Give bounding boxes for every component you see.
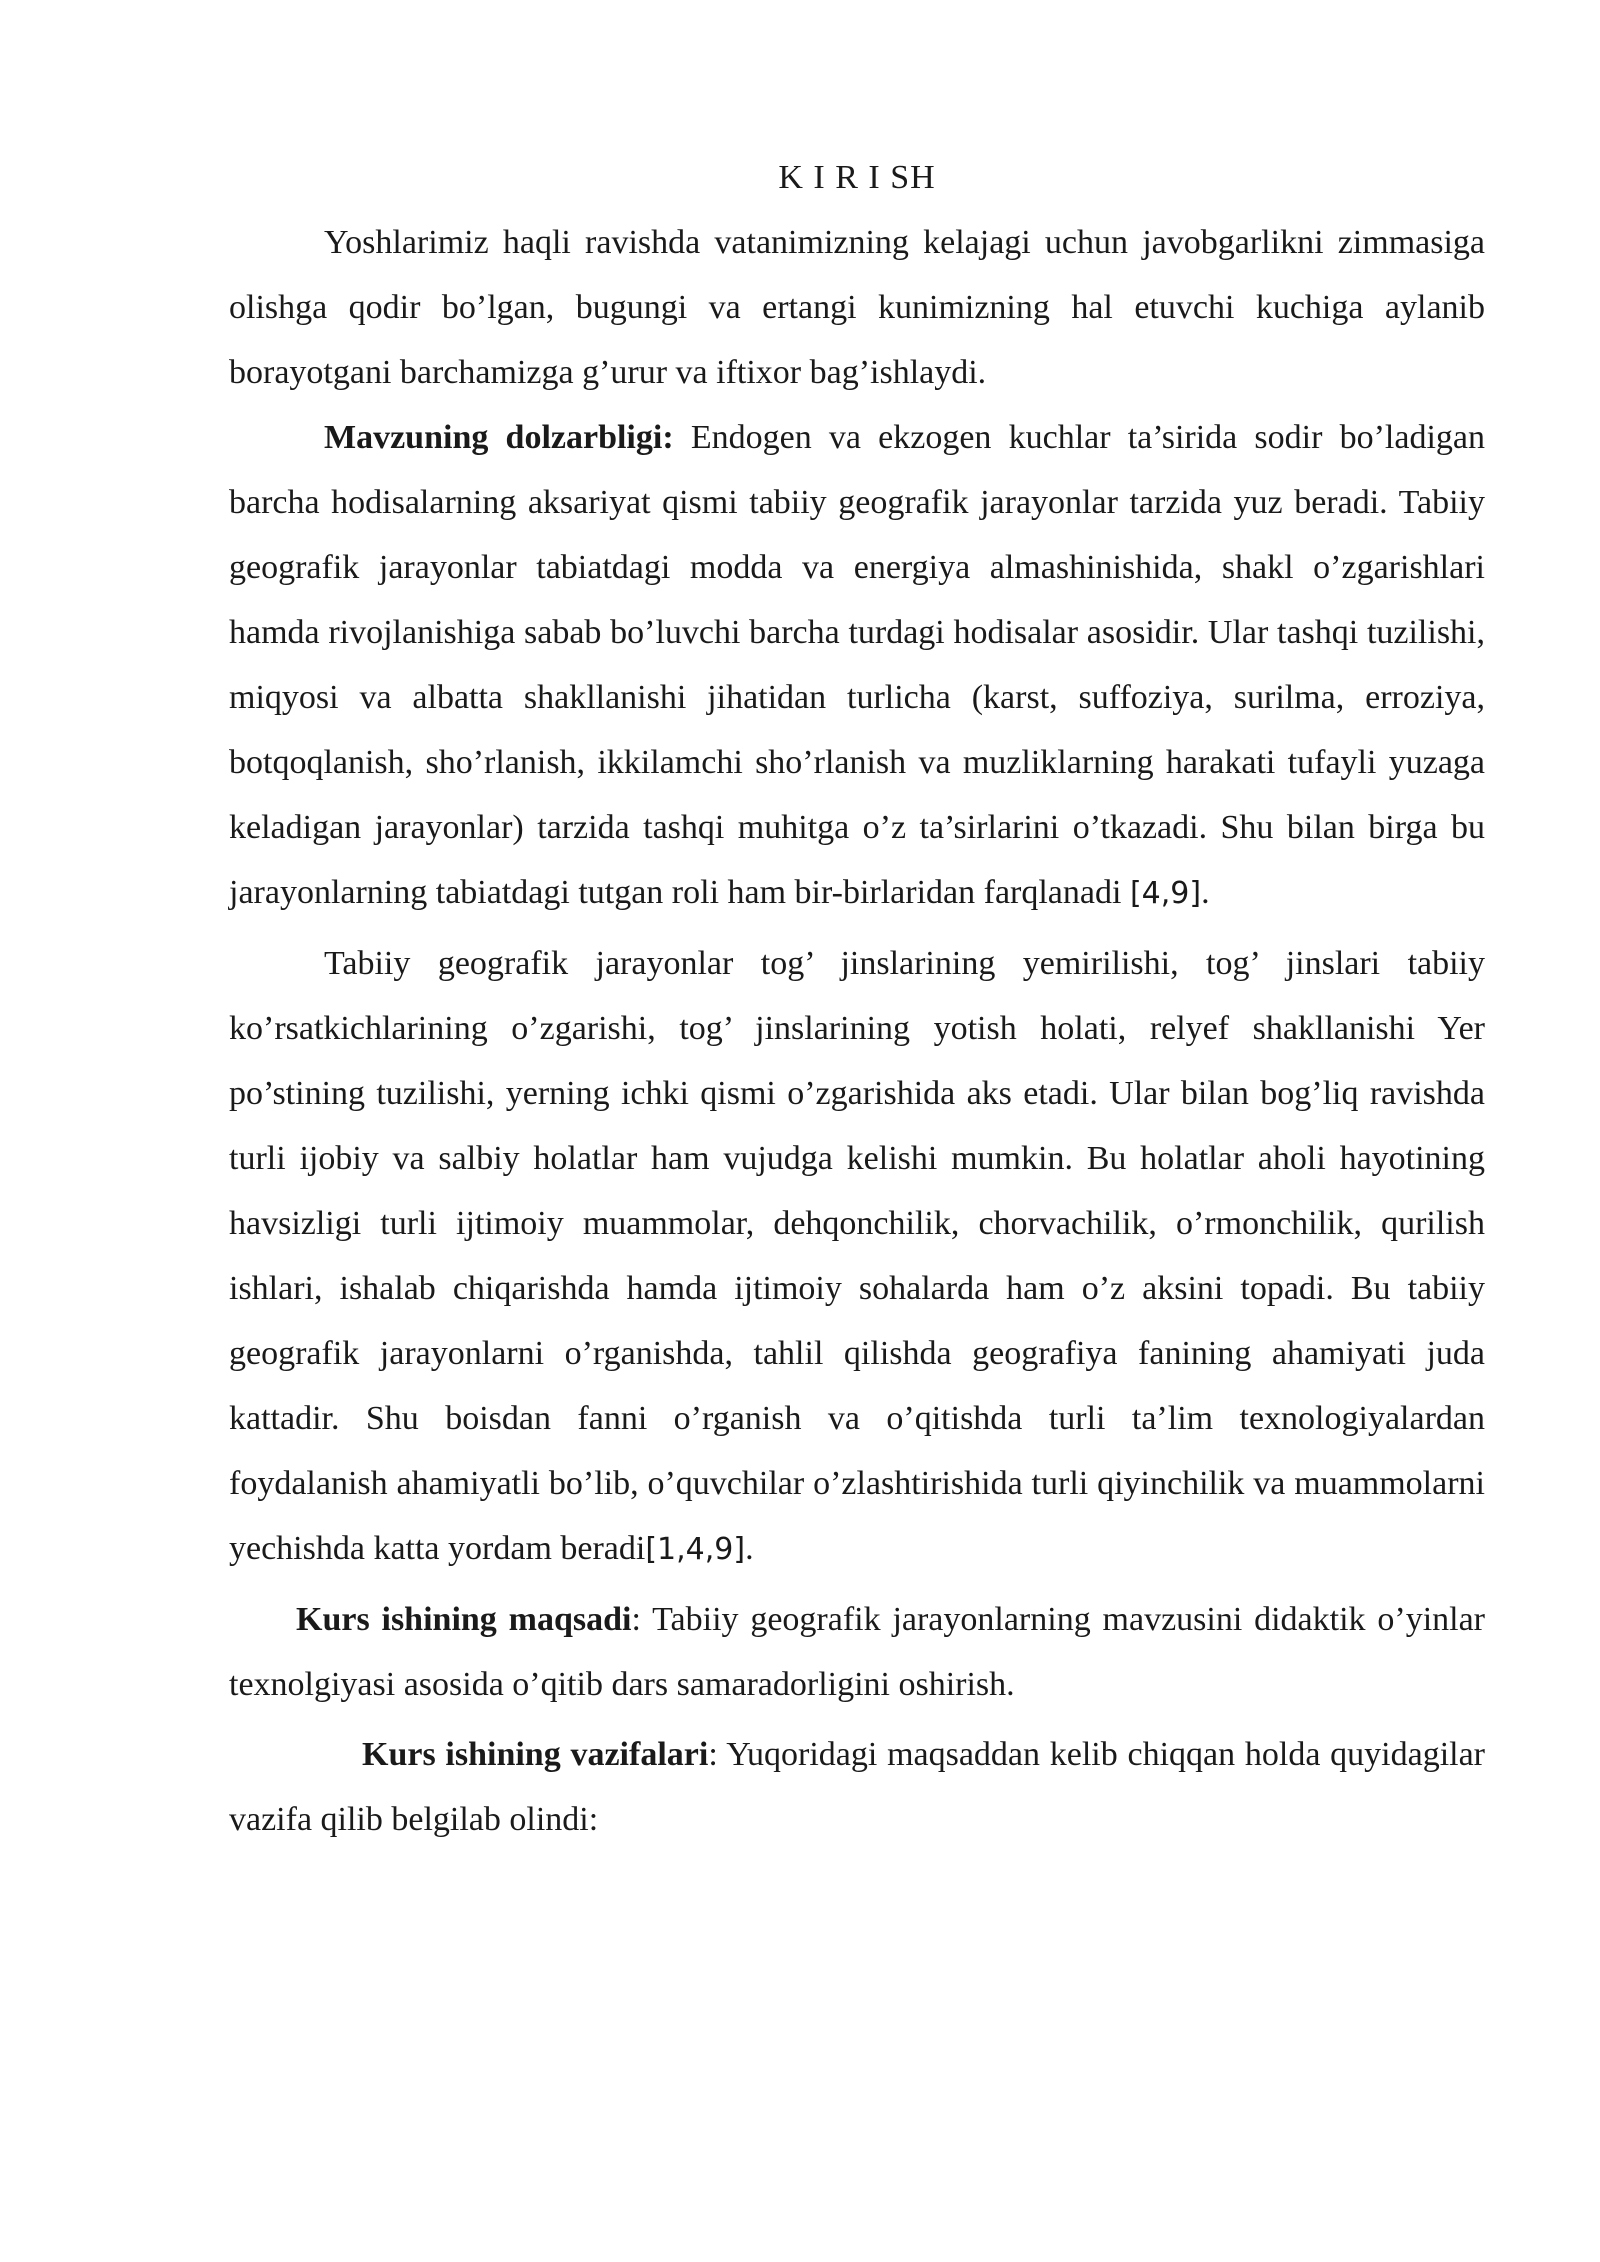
processes-end: . <box>745 1530 754 1567</box>
goal-text: : Tabiiy geografik jarayonlarning mavzusini didaktik o’yinlar texnolgiyasi asosida o’qitib dars samaradorligini oshirish. <box>229 1601 1485 1703</box>
tasks-label: Kurs ishining vazifalari <box>362 1736 709 1773</box>
processes-text: Tabiiy geografik jarayonlar tog’ jinslarining yemirilishi, tog’ jinslari tabiiy ko’rsatkichlarining o’zgarishi, tog’ jinslarining yotish holati, relyef shakllanishi Yer po’stining tuzilishi, yerning ichki qismi o’zgarishida aks etadi. Ular bilan bog’liq ravishda turli ijobiy va salbiy holatlar ham vujudga kelishi mumkin. Bu holatlar aholi hayotining havsizligi turli ijtimoiy muammolar, dehqonchilik, chorvachilik, o’rmonchilik, qurilish ishlari, ishalab chiqarishda hamda ijtimoiy sohalarda ham o’z aksini topadi. Bu tabiiy geografik jarayonlarni o’rganishda, tahlil qilishda geografiya fanining ahamiyati juda kattadir. Shu boisdan fanni o’rganish va o’qitishda turli ta’lim texnologiyalardan foydalanish ahamiyatli bo’lib, o’quvchilar o’zlashtirishida turli qiyinchilik va muammolarni yechishda katta yordam beradi <box>229 945 1485 1567</box>
relevance-label: Mavzuning dolzarbligi: <box>324 419 674 456</box>
relevance-reference: [4,9] <box>1129 876 1202 911</box>
relevance-text: Endogen va ekzogen kuchlar ta’sirida sodir bo’ladigan barcha hodisalarning aksariyat qismi tabiiy geografik jarayonlar tarzida yuz beradi. Tabiiy geografik jarayonlar tabiatdagi modda va energiya almashinishida, shakl o’zgarishlari hamda rivojlanishiga sabab bo’luvchi barcha turdagi hodisalar asosidir. Ular tashqi tuzilishi, miqyosi va albatta shakllanishi jihatidan turlicha (karst, suffoziya, surilma, erroziya, botqoqlanish, sho’rlanish, ikkilamchi sho’rlanish va muzliklarning harakati tufayli yuzaga keladigan jarayonlar) tarzida tashqi muhitga o’z ta’sirlarini o’tkazadi. Shu bilan birga bu jarayonlarning tabiatdagi tutgan roli ham bir-birlaridan farqlanadi <box>229 419 1486 911</box>
goal-paragraph <box>229 1587 1485 1717</box>
tasks-paragraph <box>229 1722 1485 1852</box>
relevance-end: . <box>1201 874 1210 911</box>
intro-text: Yoshlarimiz haqli ravishda vatanimizning kelajagi uchun javobgarlikni zimmasiga olishga qodir bo’lgan, bugungi va ertangi kunimizning hal etuvchi kuchiga aylanib borayotgani barchamizga g’urur va iftixor bag’ishlaydi. <box>229 224 1485 391</box>
goal-label: Kurs ishining maqsadi <box>296 1601 632 1638</box>
processes-paragraph <box>229 931 1485 1582</box>
intro-paragraph <box>229 210 1485 405</box>
page-title: K I R I SH <box>778 159 936 196</box>
relevance-paragraph <box>229 405 1485 926</box>
processes-reference: [1,4,9] <box>645 1532 746 1567</box>
document-body <box>229 145 1485 1852</box>
tasks-text: : Yuqoridagi maqsaddan kelib chiqqan holda quyidagilar vazifa qilib belgilab olindi: <box>229 1736 1485 1838</box>
